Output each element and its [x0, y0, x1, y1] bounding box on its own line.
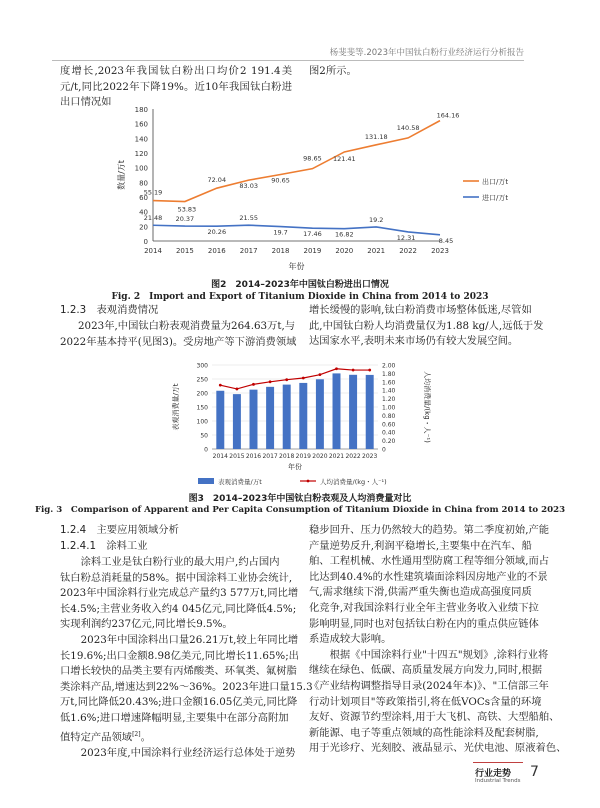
data-point — [335, 367, 338, 370]
data-label: 98.65 — [303, 154, 322, 163]
subsection-1-2-4-1-heading — [60, 539, 300, 555]
data-label: 140.58 — [396, 123, 420, 132]
data-point — [302, 377, 305, 380]
data-point — [219, 384, 222, 387]
data-label: 21.55 — [239, 214, 258, 223]
y-left-tick-label: 0 — [204, 446, 208, 454]
text-line: 达国家水平,表明未来市场仍有较大发展空间。 — [309, 335, 519, 348]
text-line: 2022年基本持平(见图3)。受房地产等下游消费领域 — [60, 335, 297, 348]
section-number: 1.2.4 — [60, 524, 87, 536]
y-left-axis-label: 表观消费量/万t — [172, 383, 180, 431]
data-label: 20.26 — [207, 228, 227, 237]
x-tick-label: 2014 — [144, 247, 162, 255]
text-line: 万t,同比降低20.43%;进口金额16.05亿美元,同比降 — [60, 696, 298, 709]
section-1-2-4-heading — [60, 523, 300, 539]
bar — [233, 394, 241, 449]
data-label: 16.82 — [335, 230, 354, 239]
x-tick-label: 2020 — [335, 247, 354, 255]
bar — [266, 387, 274, 449]
legend-label: 进口/万t — [482, 194, 509, 202]
x-tick-label: 2017 — [262, 453, 278, 460]
y-tick-label: 60 — [139, 194, 148, 202]
data-label: 17.46 — [303, 230, 322, 239]
y-right-tick-label: 0 — [382, 446, 386, 454]
y-tick-label: 100 — [134, 164, 148, 173]
y-left-tick-label: 100 — [196, 418, 208, 426]
import-export-line-chart — [110, 103, 550, 278]
header-rule — [52, 60, 524, 61]
text-line: 根据《中国涂料行业"十四五"规划》,涂料行业将 — [309, 648, 549, 661]
y-right-tick-label: 1.20 — [382, 396, 396, 404]
y-right-tick-label: 0.80 — [382, 412, 396, 420]
text-line: 比达到40.4%的水性建筑墙面涂料因房地产业的不景 — [309, 570, 548, 583]
y-tick-label: 140 — [134, 135, 148, 144]
data-label: 53.83 — [177, 205, 197, 214]
text-line: 行动计划项目"等政策指引,将在低VOCs含量的环境 — [309, 695, 542, 708]
text-line: 影响明显,同时也对包括钛白粉在内的重点供应链体 — [309, 617, 539, 630]
data-point — [285, 378, 288, 381]
data-label: 164.16 — [436, 111, 460, 120]
y-right-tick-label: 1.80 — [382, 370, 396, 378]
x-tick-label: 2018 — [279, 453, 295, 460]
y-left-tick-label: 300 — [196, 362, 208, 370]
bar — [299, 383, 307, 449]
y-right-tick-label: 1.60 — [382, 379, 396, 387]
text-line: 此,中国钛白粉人均消费量仅为1.88 kg/人,远低于发 — [309, 319, 544, 332]
bar — [283, 385, 291, 449]
bar — [216, 391, 224, 449]
legend-swatch — [198, 478, 214, 484]
citation: [2] — [132, 730, 141, 738]
x-tick-label: 2016 — [245, 453, 262, 460]
text-line: 产量逆势反升,利润平稳增长,主要集中在汽车、船 — [309, 539, 532, 552]
data-label: 12.31 — [396, 233, 416, 242]
text-line: 实现利润约237亿元,同比增长9.5%。 — [60, 618, 233, 631]
data-point — [269, 380, 272, 383]
text-line: 舶、工程机械、水性通用型防腐工程等细分领域,而占 — [309, 555, 550, 568]
section-1-2-4-left — [60, 555, 313, 761]
subsection-number: 1.2.4.1 — [60, 540, 97, 552]
data-label: 55.19 — [143, 188, 163, 197]
text-line: 化竞争,对我国涂料行业全年主营业务收入业绩下拉 — [309, 601, 539, 614]
legend-marker — [307, 480, 310, 483]
data-point — [319, 373, 322, 376]
page-header — [0, 0, 600, 62]
data-point — [352, 369, 355, 372]
y-left-tick-label: 200 — [196, 390, 208, 398]
bar — [366, 375, 374, 449]
x-tick-label: 2020 — [312, 453, 328, 460]
text-line: 增长缓慢的影响,钛白粉消费市场整体低迷,尽管如 — [309, 304, 532, 316]
y-left-tick-label: 150 — [196, 404, 208, 412]
text-line: 长4.5%;主营业务收入约4 045亿元,同比降低4.5%; — [60, 602, 297, 615]
x-tick-label: 2021 — [328, 453, 345, 460]
bar — [250, 390, 258, 449]
data-label: 8.45 — [438, 236, 454, 245]
text-line: 继续在绿色、低碳、高质量发展方向发力,同时,根据 — [309, 664, 543, 677]
y-tick-label: 20 — [139, 223, 148, 232]
data-point — [236, 388, 239, 391]
legend-label: 出口/万t — [482, 178, 509, 186]
bar — [316, 379, 324, 449]
data-label: 83.03 — [239, 182, 258, 191]
section-1-2-3-right — [309, 303, 549, 350]
data-label: 19.7 — [273, 228, 288, 237]
data-label: 131.18 — [364, 132, 388, 141]
y-left-tick-label: 250 — [196, 376, 208, 384]
x-axis-label: 年份 — [288, 463, 302, 471]
y-right-tick-label: 0.40 — [382, 429, 396, 437]
text-line: 值特定产品领域[2]。 — [60, 730, 151, 743]
text-line: 气,需求继续下滑,供需严重失衡也造成高强度同质 — [309, 586, 532, 599]
consumption-bar-line-chart — [160, 360, 450, 492]
text-line: 2023年中国涂料行业完成总产量约3 577万t,同比增 — [60, 587, 299, 600]
x-axis-label: 年份 — [288, 262, 305, 271]
text-line: 钛白粉总消耗量的58%。据中国涂料工业协会统计, — [60, 571, 293, 584]
page-footer — [473, 762, 523, 789]
x-tick-label: 2018 — [271, 247, 290, 255]
y-right-tick-label: 1.00 — [382, 404, 396, 412]
y-tick-label: 160 — [134, 120, 148, 129]
section-title: 主要应用领域分析 — [96, 524, 179, 536]
x-tick-label: 2023 — [431, 247, 449, 255]
text-line: 类涂料产品,增速达到22%～36%。2023年进口量15.3 — [60, 680, 313, 693]
text-line: 系造成较大影响。 — [309, 633, 392, 646]
x-tick-label: 2023 — [362, 453, 378, 460]
data-label: 21.48 — [143, 214, 163, 223]
y-tick-label: 80 — [139, 179, 148, 188]
x-tick-label: 2021 — [367, 247, 386, 255]
bar — [349, 375, 357, 449]
section-1-2-4-right — [309, 523, 567, 757]
legend-label: 表观消费量/万t — [218, 478, 262, 486]
text-line: 稳步回升、压力仍然较大的趋势。第二季度初始,产能 — [309, 524, 550, 536]
text-line: 长19.6%;出口金额8.98亿美元,同比增长11.65%;出 — [60, 649, 299, 662]
intro-left-column: 度增长,2023年我国钛白粉出口均价2 191.4美元/t,同比2022年下降19%。近10年我国钛白粉进出口情况如 — [60, 65, 292, 109]
x-tick-label: 2019 — [303, 247, 322, 255]
data-point — [368, 369, 371, 372]
data-label: 121.41 — [332, 154, 356, 163]
section-title: 表观消费情况 — [96, 304, 159, 316]
fig3-caption-cn: 图3 2014–2023年中国钛白粉表观及人均消费量对比 — [188, 494, 412, 504]
text-line: 友好、资源节约型涂料,用于大飞机、高铁、大型船舶、 — [309, 711, 560, 724]
footer-title-cn: 行业走势 — [475, 769, 512, 779]
text-line: 《产业结构调整指导目录(2024年本)》、"工信部三年 — [309, 679, 549, 692]
data-point — [252, 383, 255, 386]
text-line: 2023年中国涂料出口量26.21万t,较上年同比增 — [60, 633, 299, 646]
series-line — [153, 121, 440, 202]
x-tick-label: 2022 — [345, 453, 361, 460]
x-tick-label: 2014 — [212, 453, 228, 460]
y-right-tick-label: 1.40 — [382, 387, 396, 395]
x-tick-label: 2016 — [207, 247, 226, 255]
x-tick-label: 2022 — [399, 247, 418, 255]
y-left-tick-label: 50 — [200, 432, 208, 440]
text-line: 2023年度,中国涂料行业经济运行总体处于逆势 — [60, 746, 296, 759]
y-right-axis-label: 人均消费量/(kg・人⁻¹) — [423, 371, 431, 443]
legend-label: 人均消费量/(kg・人⁻¹) — [320, 478, 387, 486]
y-axis-label: 数量/万t — [117, 160, 126, 190]
x-tick-label: 2015 — [175, 247, 194, 255]
y-tick-label: 180 — [134, 106, 148, 114]
text-line: 用于光诊疗、光刻胶、液晶显示、光伏电池、原液着色、 — [309, 742, 567, 755]
y-right-tick-label: 0.60 — [382, 421, 396, 429]
data-label: 72.04 — [207, 176, 227, 185]
y-tick-label: 120 — [134, 150, 148, 158]
page-number: 7 — [530, 764, 539, 780]
text-line: 低1.6%;进口增速降幅明显,主要集中在部分高附加 — [60, 711, 289, 724]
x-tick-label: 2017 — [239, 247, 258, 255]
text-line: 新能源、电子等重点领域的高性能涂料及配套树脂, — [309, 726, 539, 739]
data-label: 90.65 — [271, 176, 290, 185]
section-number: 1.2.3 — [60, 304, 87, 316]
text-line: 口增长较快的品类主要有丙烯酸类、环氧类、氟树脂 — [60, 665, 297, 678]
y-tick-label: 40 — [139, 208, 148, 217]
intro-right-column: 图2所示。 — [309, 65, 357, 77]
fig2-caption-cn: 图2 2014–2023年中国钛白粉进出口情况 — [211, 280, 389, 290]
text-line: 2023年,中国钛白粉表观消费量为264.63万t,与 — [78, 320, 296, 332]
y-right-tick-label: 0.20 — [382, 438, 396, 446]
data-label: 20.37 — [175, 215, 195, 224]
bar — [333, 373, 341, 449]
subsection-title: 涂料工业 — [106, 540, 148, 552]
section-1-2-3-left — [60, 319, 300, 350]
running-title: 杨斐斐等.2023年中国钛白粉行业经济运行分析报告 — [329, 48, 524, 58]
y-right-tick-label: 2.00 — [382, 362, 396, 370]
x-tick-label: 2019 — [295, 453, 311, 460]
fig3-caption-en: Fig. 3 Comparison of Apparent and Per Capita Consumption of Titanium Dioxide in China from 2014 to 2023 — [34, 505, 566, 515]
text-line: 涂料工业是钛白粉行业的最大用户,约占国内 — [60, 556, 280, 568]
y-tick-label: 0 — [143, 238, 148, 246]
footer-title-en: Industrial Trends — [475, 778, 521, 784]
section-1-2-3-heading — [60, 303, 300, 319]
fig2-caption-en: Fig. 2 Import and Export of Titanium Dioxide in China from 2014 to 2023 — [111, 292, 489, 302]
data-label: 19.2 — [368, 215, 384, 224]
x-tick-label: 2015 — [229, 453, 245, 460]
